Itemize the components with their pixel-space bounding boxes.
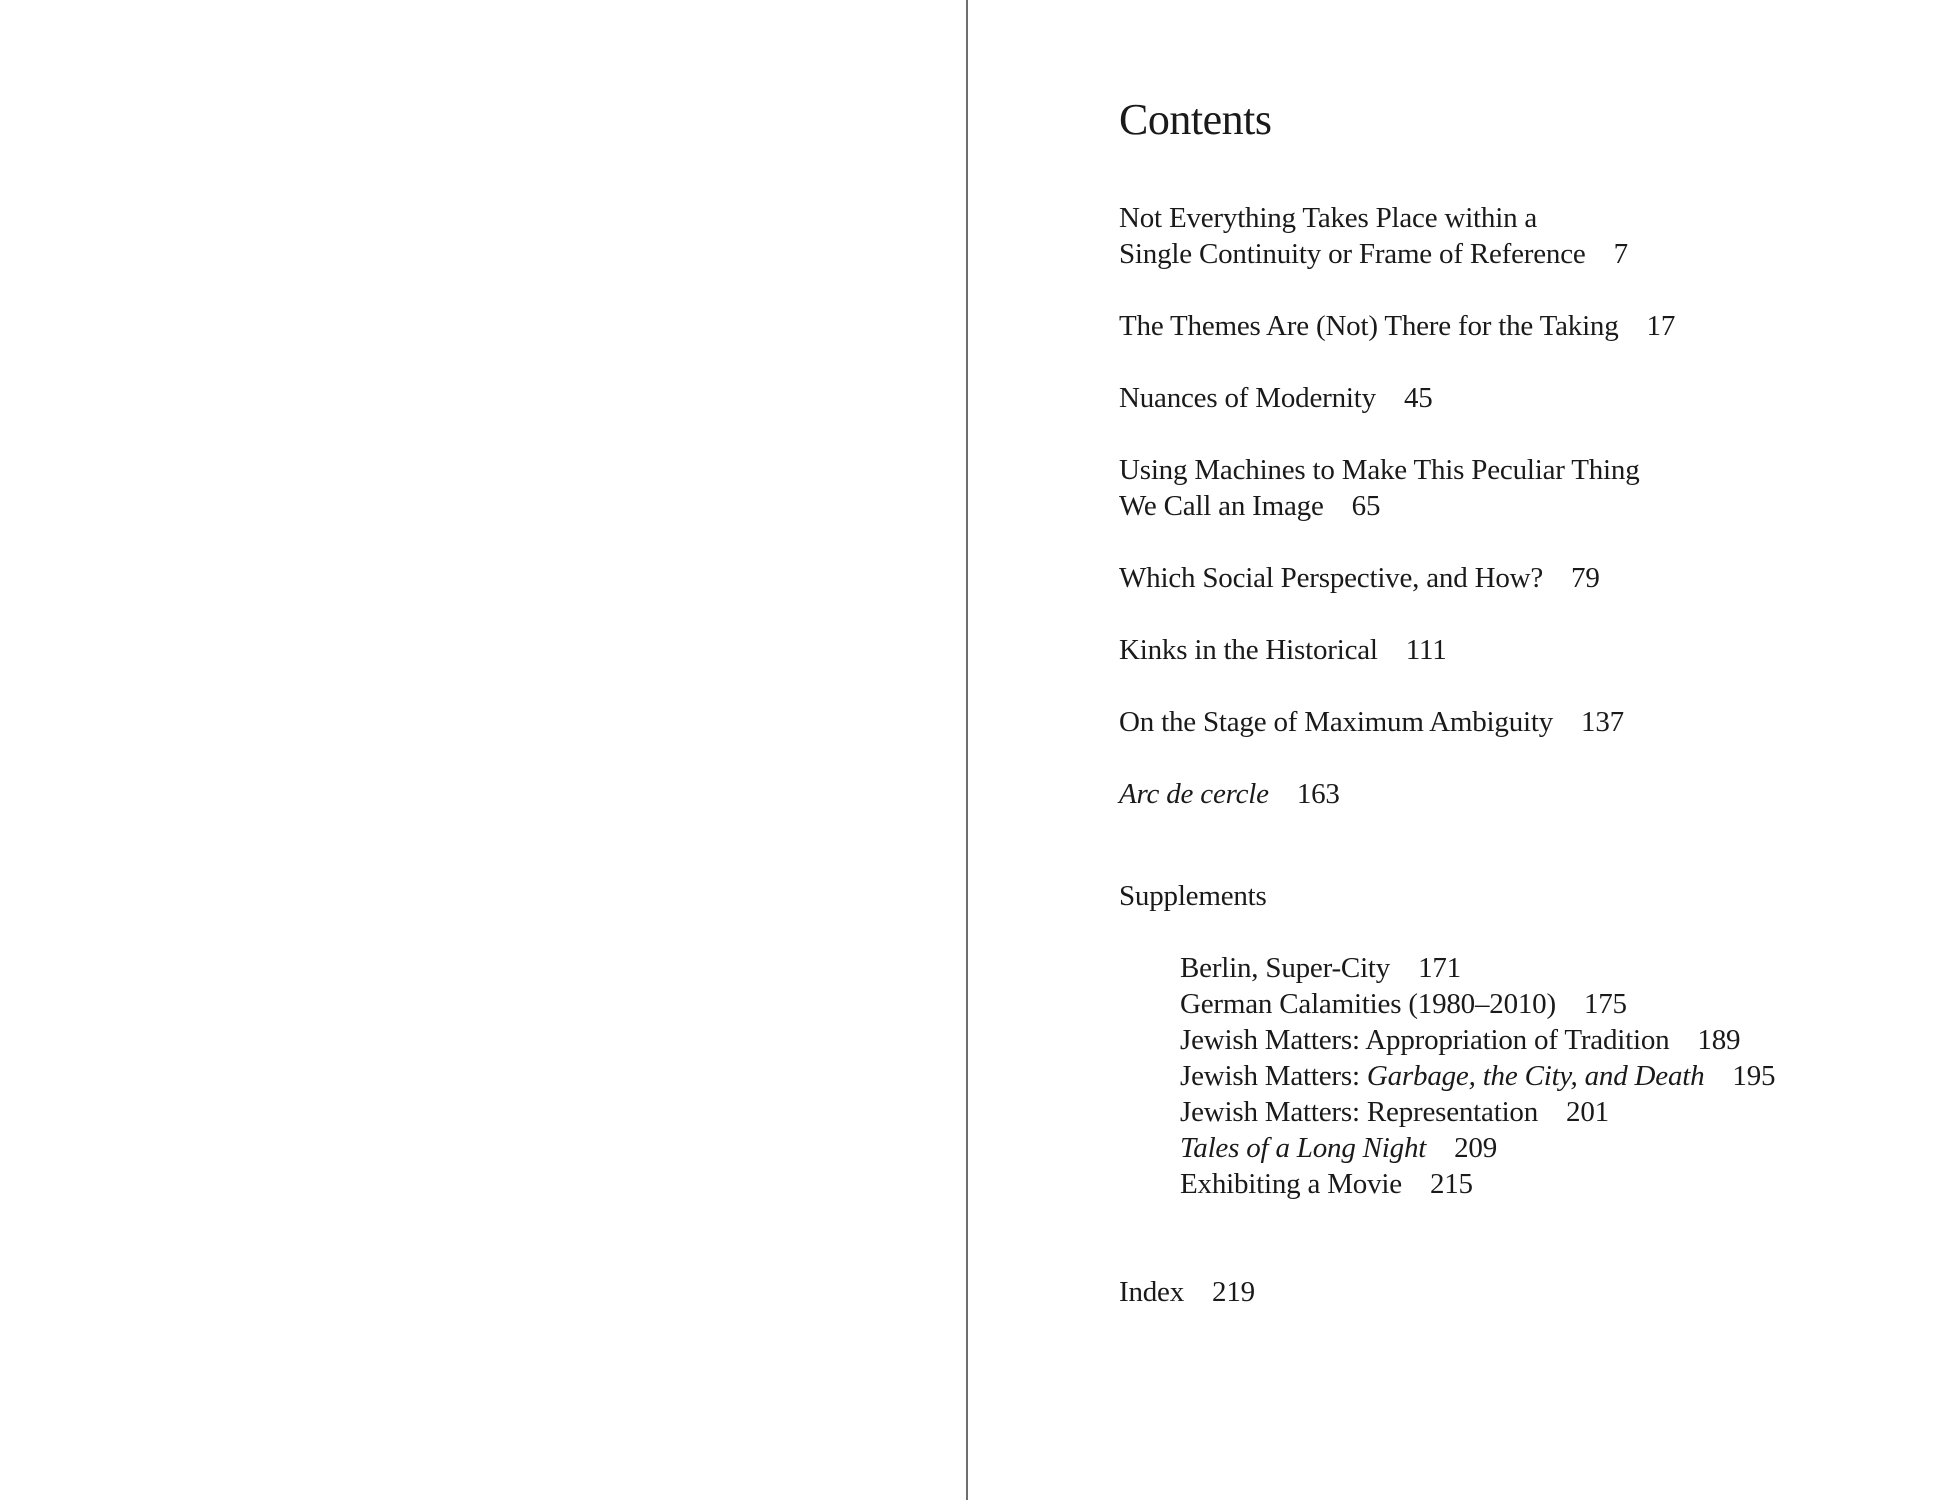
page-number: 111 [1405, 634, 1447, 666]
entry-title-prefix: Jewish Matters: [1180, 1060, 1367, 1092]
entry-title: Exhibiting a Movie [1180, 1168, 1402, 1200]
entry-title-line: Using Machines to Make This Peculiar Thing [1119, 454, 1640, 486]
supplements-list [1119, 950, 1899, 1202]
entry-title: Nuances of Modernity [1119, 382, 1376, 414]
toc-entry [1119, 704, 1899, 740]
entry-title: Kinks in the Historical [1119, 634, 1378, 666]
toc-entry [1119, 776, 1899, 812]
toc-entry [1119, 200, 1899, 272]
index-label: Index [1119, 1276, 1185, 1308]
supplement-entry [1180, 950, 1899, 986]
toc-entry [1119, 560, 1899, 596]
page-number: 17 [1646, 310, 1676, 342]
entry-title: On the Stage of Maximum Ambiguity [1119, 706, 1554, 738]
right-page [968, 0, 1935, 1500]
supplement-entry [1180, 986, 1899, 1022]
entry-title: Which Social Perspective, and How? [1119, 562, 1544, 594]
page-title: Contents [1119, 95, 1272, 144]
entry-title-line: We Call an Image [1119, 490, 1324, 522]
page-number: 189 [1697, 1024, 1741, 1056]
page-number: 65 [1351, 490, 1381, 522]
index-entry [1119, 1274, 1899, 1310]
supplement-entry [1180, 1130, 1899, 1166]
supplement-entry [1180, 1094, 1899, 1130]
supplement-entry [1180, 1166, 1899, 1202]
table-of-contents [1119, 92, 1899, 1310]
page-number: 219 [1212, 1276, 1255, 1308]
page-number: 195 [1732, 1060, 1776, 1092]
entry-title: Jewish Matters: Appropriation of Tradition [1180, 1024, 1670, 1056]
entry-title: The Themes Are (Not) There for the Taking [1119, 310, 1619, 342]
entry-title: Jewish Matters: Representation [1180, 1096, 1539, 1128]
page-number: 137 [1581, 706, 1624, 738]
left-page-blank [0, 0, 966, 1500]
toc-entry [1119, 452, 1899, 524]
supplements-heading: Supplements [1119, 880, 1267, 912]
entry-title: Berlin, Super-City [1180, 952, 1391, 984]
entry-title-italic: Tales of a Long Night [1180, 1132, 1427, 1164]
entry-title: German Calamities (1980–2010) [1180, 988, 1556, 1020]
page-number: 79 [1571, 562, 1600, 594]
page-number: 175 [1583, 988, 1627, 1020]
page-number: 209 [1454, 1132, 1498, 1164]
page-number: 7 [1613, 238, 1628, 270]
supplement-entry [1180, 1058, 1899, 1094]
chapter-list [1119, 200, 1899, 812]
page-number: 201 [1566, 1096, 1609, 1128]
entry-title-line: Single Continuity or Frame of Reference [1119, 238, 1586, 270]
page-number: 163 [1296, 778, 1340, 810]
toc-entry [1119, 380, 1899, 416]
page-number: 215 [1429, 1168, 1473, 1200]
supplement-entry [1180, 1022, 1899, 1058]
entry-title-line: Not Everything Takes Place within a [1119, 202, 1538, 234]
toc-entry [1119, 308, 1899, 344]
page-number: 45 [1403, 382, 1433, 414]
toc-entry [1119, 632, 1899, 668]
entry-title-italic: Garbage, the City, and Death [1366, 1060, 1705, 1092]
entry-title: Arc de cercle [1119, 778, 1269, 810]
page-number: 171 [1418, 952, 1461, 984]
